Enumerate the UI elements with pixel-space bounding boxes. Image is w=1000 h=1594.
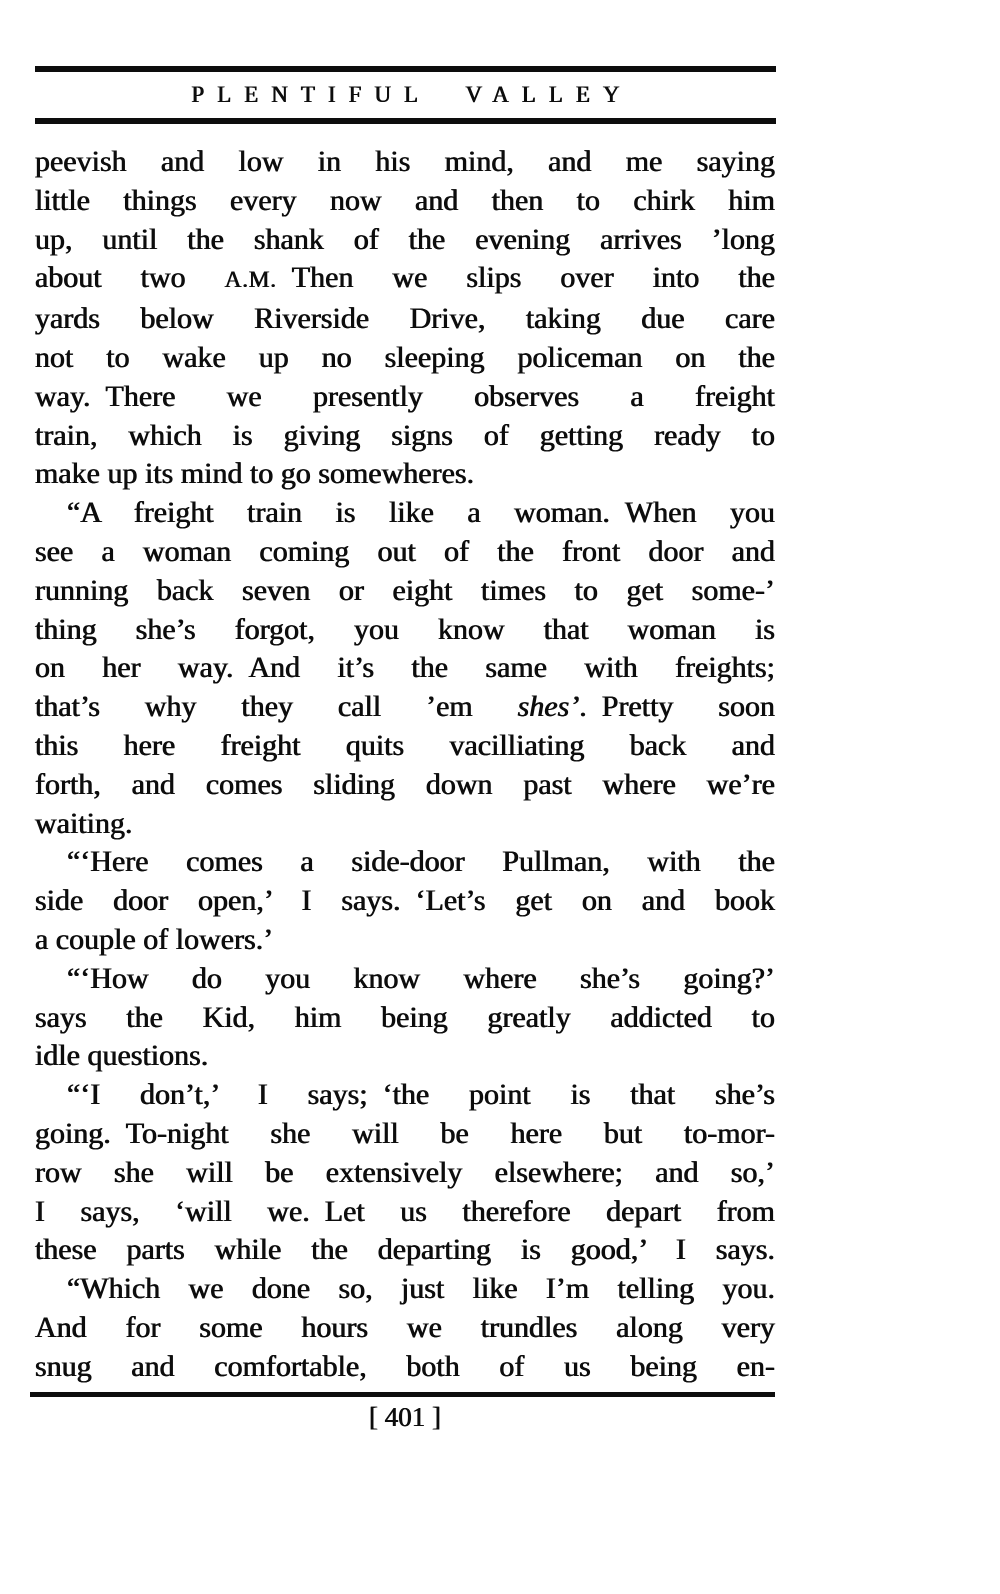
text-line bbox=[35, 417, 775, 456]
body-text: “‘Here comes a side-door Pullman, with the bbox=[67, 845, 775, 879]
body-text: side door open,’ I says. ‘Let’s get on and book bbox=[35, 884, 775, 918]
header-rule-bottom bbox=[35, 118, 776, 124]
text-line bbox=[35, 805, 775, 844]
text-line bbox=[35, 1348, 775, 1387]
body-text: “‘I don’t,’ I says; ‘the point is that she’s bbox=[67, 1078, 775, 1112]
text-line bbox=[35, 611, 775, 650]
body-text: this here freight quits vacilliating back and bbox=[35, 728, 775, 762]
text-line bbox=[35, 1309, 775, 1348]
text-line bbox=[35, 1270, 775, 1309]
body-text: waiting. bbox=[35, 806, 133, 840]
text-line bbox=[35, 259, 775, 300]
body-text: Then we slips over into the bbox=[276, 261, 775, 295]
text-line bbox=[35, 649, 775, 688]
body-text: these parts while the departing is good,’ I says. bbox=[35, 1233, 775, 1267]
body-text: . Pretty soon bbox=[579, 690, 775, 724]
header-rule-top bbox=[35, 66, 776, 72]
text-line bbox=[35, 766, 775, 805]
text-line bbox=[35, 727, 775, 766]
text-line bbox=[35, 921, 775, 960]
body-text: running back seven or eight times to get some-’ bbox=[35, 573, 775, 607]
text-line bbox=[35, 999, 775, 1038]
body-text: a couple of lowers.’ bbox=[35, 922, 274, 956]
text-line bbox=[35, 494, 775, 533]
italic-text: shes’ bbox=[517, 690, 580, 724]
body-text: snug and comfortable, both of us being en- bbox=[35, 1349, 775, 1383]
text-line bbox=[35, 378, 775, 417]
text-line bbox=[35, 182, 775, 221]
page-text bbox=[35, 143, 775, 1387]
body-text: make up its mind to go somewheres. bbox=[35, 457, 475, 491]
body-text: idle questions. bbox=[35, 1039, 209, 1073]
text-line bbox=[35, 1076, 775, 1115]
body-text: forth, and comes sliding down past where we’re bbox=[35, 767, 775, 801]
text-line bbox=[35, 882, 775, 921]
body-text: that’s why they call ’em bbox=[35, 690, 518, 724]
text-line bbox=[35, 533, 775, 572]
text-line bbox=[35, 1037, 775, 1076]
body-text: going. To-night she will be here but to-mor- bbox=[35, 1116, 775, 1150]
body-text: row she will be extensively elsewhere; and so,’ bbox=[35, 1155, 775, 1189]
body-text: thing she’s forgot, you know that woman is bbox=[35, 612, 775, 646]
text-line bbox=[35, 1115, 775, 1154]
body-text: “A freight train is like a woman. When you bbox=[67, 496, 775, 530]
page-number: [ 401 ] bbox=[369, 1402, 441, 1432]
text-line bbox=[35, 221, 775, 260]
body-text: train, which is giving signs of getting ready to bbox=[35, 418, 775, 452]
body-text: “Which we done so, just like I’m telling you. bbox=[67, 1272, 775, 1306]
body-text: And for some hours we trundles along very bbox=[35, 1310, 775, 1344]
body-text: says the Kid, him being greatly addicted to bbox=[35, 1000, 775, 1034]
body-text: way. There we presently observes a freight bbox=[35, 379, 775, 413]
body-text: peevish and low in his mind, and me saying bbox=[35, 145, 775, 178]
body-text: little things every now and then to chirk him bbox=[35, 183, 775, 217]
body-text: about two bbox=[35, 261, 225, 295]
footer-rule bbox=[30, 1392, 775, 1397]
text-line bbox=[35, 455, 775, 494]
text-line bbox=[35, 572, 775, 611]
body-text: up, until the shank of the evening arrives ’long bbox=[35, 222, 775, 256]
body-text: I says, ‘will we. Let us therefore depart from bbox=[35, 1194, 775, 1228]
body-text: yards below Riverside Drive, taking due care bbox=[35, 302, 775, 336]
text-line bbox=[35, 1231, 775, 1270]
text-line bbox=[35, 843, 775, 882]
text-line bbox=[35, 1154, 775, 1193]
text-line bbox=[35, 1193, 775, 1232]
running-header-title: PLENTIFUL VALLEY bbox=[191, 82, 633, 107]
body-text: not to wake up no sleeping policeman on the bbox=[35, 340, 775, 374]
body-text: on her way. And it’s the same with freights; bbox=[35, 651, 775, 685]
smallcaps-text: A.M. bbox=[224, 267, 277, 294]
body-text: “‘How do you know where she’s going?’ bbox=[67, 961, 775, 995]
text-line bbox=[35, 688, 775, 727]
body-text: see a woman coming out of the front door and bbox=[35, 534, 775, 568]
text-line bbox=[35, 960, 775, 999]
text-line bbox=[35, 339, 775, 378]
text-line bbox=[35, 143, 775, 182]
text-line bbox=[35, 300, 775, 339]
